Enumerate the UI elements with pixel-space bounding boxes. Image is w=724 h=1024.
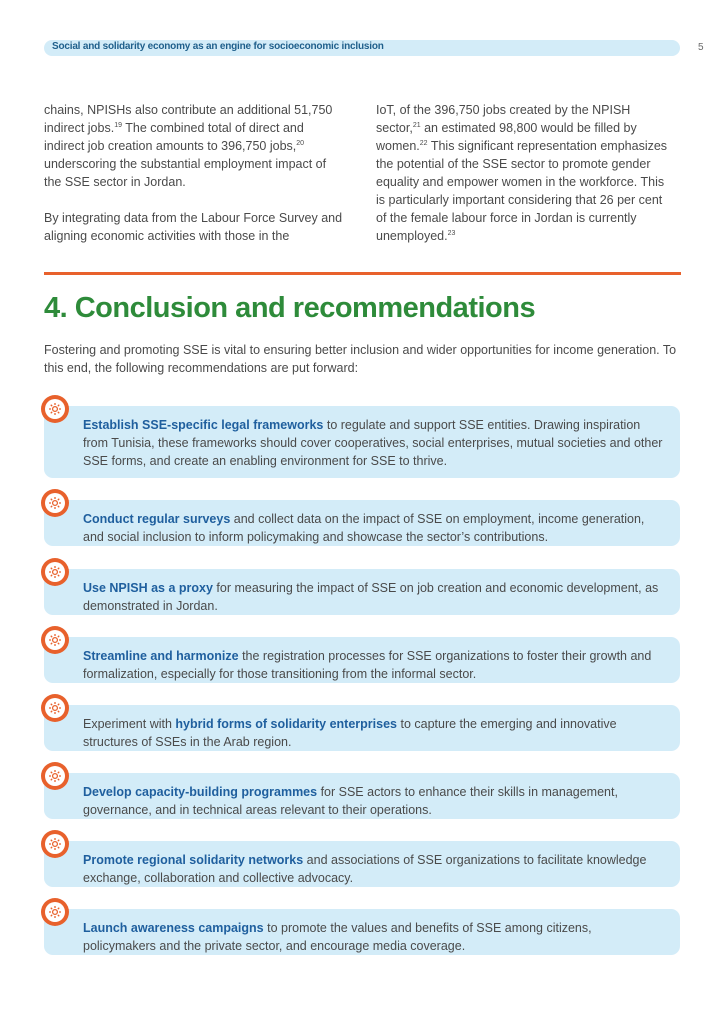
recommendation-key: Establish SSE-specific legal frameworks [83, 418, 324, 432]
gear-icon [41, 762, 69, 790]
recommendation-box [44, 705, 680, 751]
header-bar [44, 40, 680, 56]
recommendation-rest: and collect data on the impact of SSE on employment, income generation, and social inclusion to inform policymaking and showcase the sector’s contributions. [83, 512, 645, 544]
footnote-19[interactable]: 19 [114, 121, 122, 129]
recommendation-text [83, 853, 646, 885]
gear-icon [41, 694, 69, 722]
recommendation-text [83, 512, 644, 544]
gear-icon [41, 395, 69, 423]
left-paragraph-1 [44, 101, 344, 191]
recommendation-key: Conduct regular surveys [83, 512, 231, 526]
recommendation-rest: to regulate and support SSE entities. Drawing inspiration from Tunisia, these frameworks should cover cooperatives, social enterprises, mutual societies and other SSE forms, and create an enabling environment for SSE to thrive. [83, 418, 663, 468]
section-intro: Fostering and promoting SSE is vital to ensuring better inclusion and wider opportunities for income generation. To this end, the following recommendations are put forward: [44, 343, 677, 375]
recommendation-rest: for SSE actors to enhance their skills in management, governance, and in technical areas relevant to their operations. [83, 785, 618, 817]
recommendation-box [44, 841, 680, 887]
recommendation-text [83, 921, 592, 953]
recommendation-text [83, 581, 658, 613]
footnote-22[interactable]: 22 [419, 139, 428, 147]
recommendation-rest: the registration processes for SSE organizations to foster their growth and formalization, especially for those transitioning from the informal sector. [83, 649, 652, 681]
text-span: IoT, of the 396,750 jobs created by the NPISH sector, [376, 103, 631, 135]
footnote-20[interactable]: 20 [296, 139, 305, 147]
recommendation-box [44, 637, 680, 683]
recommendation-key: Launch awareness campaigns [83, 921, 264, 935]
recommendation-box [44, 406, 680, 478]
footnote-21[interactable]: 21 [412, 121, 421, 129]
recommendation-text [83, 785, 618, 817]
text-span: chains, NPISHs also contribute an additional 51,750 indirect jobs. [44, 103, 333, 135]
gear-icon [41, 489, 69, 517]
left-paragraph-2: By integrating data from the Labour Force Survey and aligning economic activities with those in the [44, 211, 343, 243]
text-span: The combined total of direct and indirect job creation amounts to 396,750 jobs, [44, 121, 304, 153]
recommendation-rest: for measuring the impact of SSE on job creation and economic development, as demonstrated in Jordan. [83, 581, 659, 613]
text-span: an estimated 98,800 would be filled by women. [376, 121, 637, 153]
left-column [44, 101, 344, 245]
recommendation-rest: to capture the emerging and innovative structures of SSEs in the Arab region. [83, 717, 617, 749]
recommendation-key: Use NPISH as a proxy [83, 581, 213, 595]
recommendation-rest: and associations of SSE organizations to facilitate knowledge exchange, collaboration and collective advocacy. [83, 853, 647, 885]
text-span: This significant representation emphasizes the potential of the SSE sector to promote gender equality and empower women in the workforce. This is particularly important considering that 26 per cent of the female labour force in Jordan is currently unemployed. [376, 139, 668, 243]
recommendation-box [44, 773, 680, 819]
right-column [376, 101, 676, 245]
gear-icon [41, 898, 69, 926]
recommendation-key: hybrid forms of solidarity enterprises [175, 717, 397, 731]
gear-icon [41, 830, 69, 858]
section-heading: 4. Conclusion and recommendations [44, 292, 536, 324]
section-divider [44, 272, 681, 275]
recommendation-text [83, 418, 662, 468]
recommendation-box [44, 500, 680, 546]
recommendation-text [83, 717, 617, 749]
recommendation-lead: Experiment with [83, 717, 176, 731]
gear-icon [41, 558, 69, 586]
right-paragraph [376, 101, 676, 245]
recommendation-key: Develop capacity-building programmes [83, 785, 318, 799]
footnote-23[interactable]: 23 [447, 229, 456, 237]
running-header-title: Social and solidarity economy as an engine for socioeconomic inclusion [52, 41, 384, 52]
recommendation-box [44, 909, 680, 955]
recommendation-key: Streamline and harmonize [83, 649, 239, 663]
recommendation-key: Promote regional solidarity networks [83, 853, 304, 867]
recommendation-rest: to promote the values and benefits of SSE among citizens, policymakers and the private sector, and encourage media coverage. [83, 921, 592, 953]
text-span: underscoring the substantial employment impact of the SSE sector in Jordan. [44, 157, 327, 189]
recommendation-box [44, 569, 680, 615]
recommendation-text [83, 649, 651, 681]
gear-icon [41, 626, 69, 654]
page-number: 5 [698, 42, 704, 53]
